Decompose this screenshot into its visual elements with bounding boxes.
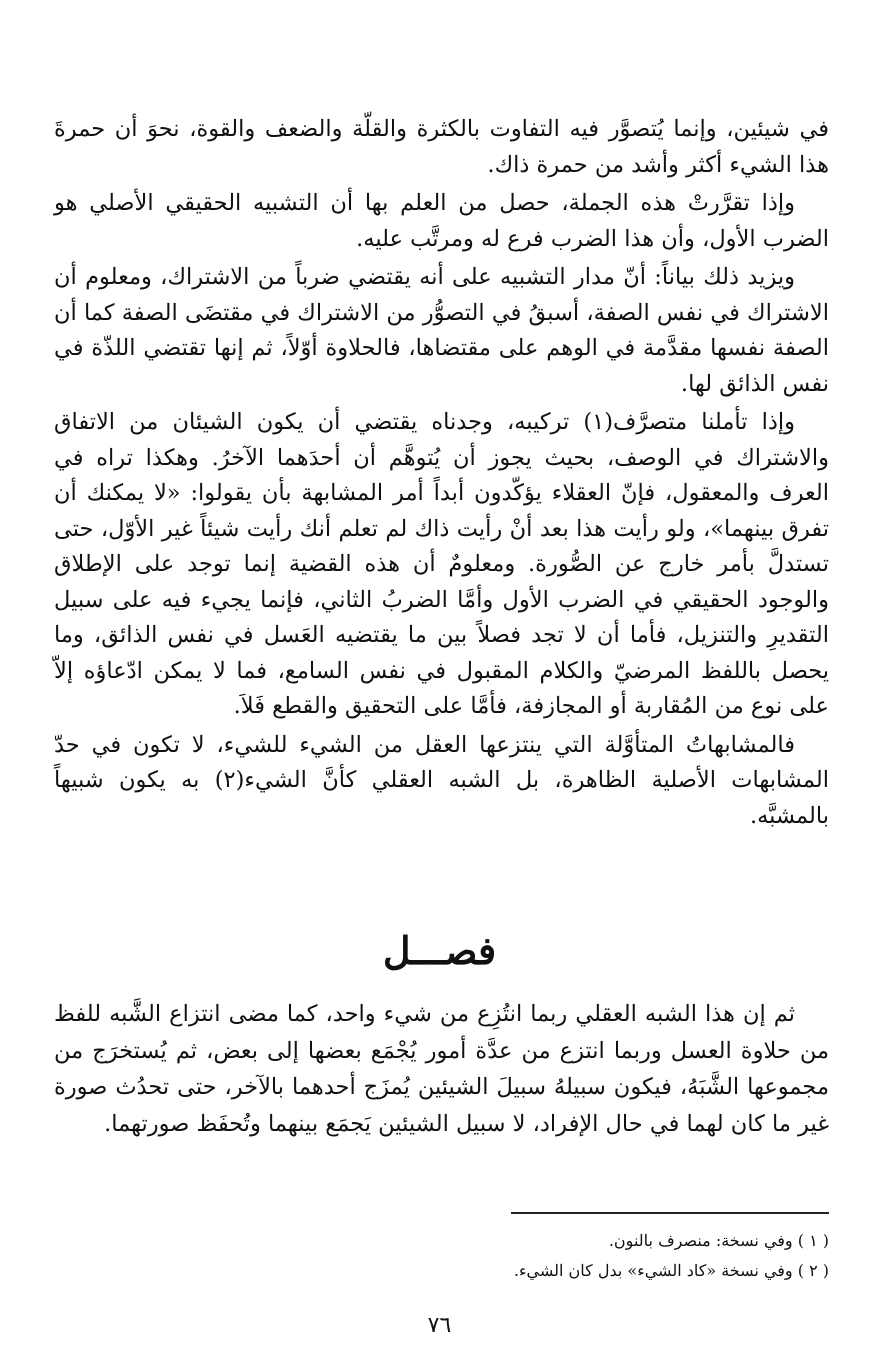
paragraph-3: ويزيد ذلك بياناً: أنّ مدار التشبيه على أنه يقتضي ضرباً من الاشتراك، ومعلوم أن الاشتراك في نفس الصفة، أسبقُ في التصوُّر من الاشتراك في مقتضَى الصفة كما أن الصفة نفسها مقدَّمة في الوهم على مقتضاها، فالحلاوة أوّلاً، ثم إنها تقتضي اللذّة في نفس الذائق لها. bbox=[54, 264, 829, 397]
paragraph-1: في شيئين، وإنما يُتصوَّر فيه التفاوت بالكثرة والقلّة والضعف والقوة، نحوَ أن حمرةَ هذا الشيء أكثر وأشد من حمرة ذاك. bbox=[54, 116, 829, 178]
paragraph-2: وإذا تقرَّرتْ هذه الجملة، حصل من العلم بها أن التشبيه الحقيقي الأصلي هو الضرب الأول، وأن هذا الضرب فرع له ومرتَّب عليه. bbox=[54, 190, 829, 252]
section-heading: فصـــل bbox=[382, 928, 497, 973]
paragraph-5: فالمشابهاتُ المتأوَّلة التي ينتزعها العقل من الشيء للشيء، لا تكون في حدّ المشابهات الأصلية الظاهرة، بل الشبه العقلي كأنَّ الشيء(٢) به يكون شبيهاً بالمشبَّه. bbox=[54, 731, 829, 829]
footnotes bbox=[54, 1226, 829, 1286]
paragraph-4: وإذا تأملنا متصرَّف(١) تركيبه، وجدناه يقتضي أن يكون الشيئان من الاتفاق والاشتراك في الوصف، بحيث يجوز أن يُتوهَّم أن أحدَهما الآخرُ. وهكذا تراه في العرف والمعقول، فإنّ العقلاء يؤكّدون أبداً أمر المشابهة بأن يقولوا: «لا يمكنك أن تفرق بينهما»، ولو رأيت هذا بعد أنْ رأيت ذاك لم تعلم أنك رأيت شيئاً غير الأوّل، حتى تستدلَّ بأمر خارج عن الصُّورة. ومعلومٌ أن هذه القضية إنما توجد على الإطلاق والوجود الحقيقي في الضرب الأول وأمَّا الضربُ الثاني، فإنما يجيء فيه على سبيل التقديرِ والتنزيل، فأما أن لا تجد فصلاً بين ما يقتضيه العَسل في نفس الذائق، وما يحصل باللفظ المرضيّ والكلام المقبول في نفس السامع، فما لا يمكن ادّعاؤه إلاّ على نوع من المُقاربة أو المجازفة، فأمَّا على التحقيق والقطع فَلاَ. bbox=[54, 409, 829, 719]
page-number: ٧٦ bbox=[427, 1313, 452, 1338]
footnote-1: ( ١ ) وفي نسخة: منصرف بالنون. bbox=[608, 1231, 829, 1250]
section-text-block bbox=[54, 996, 829, 1142]
section-paragraph: ثم إن هذا الشبه العقلي ربما انتُزِع من شيء واحد، كما مضى انتزاع الشَّبه للفظ من حلاوة العسل وربما انتزع من عدَّة أمور يُجْمَع بعضها إلى بعض، ثم يُستخرَج من مجموعها الشَّبَهُ، فيكون سبيلهُ سبيلَ الشيئين يُمزَج أحدهما بالآخر، حتى تحدُث صورة غير ما كان لهما في حال الإفراد، لا سبيل الشيئين يَجمَع بينهما وتُحفَظ صورتهما. bbox=[54, 1001, 829, 1137]
footnote-divider bbox=[511, 1212, 829, 1214]
main-text-block bbox=[54, 112, 829, 837]
footnote-2: ( ٢ ) وفي نسخة «كاد الشيء» بدل كان الشيء. bbox=[513, 1261, 829, 1280]
